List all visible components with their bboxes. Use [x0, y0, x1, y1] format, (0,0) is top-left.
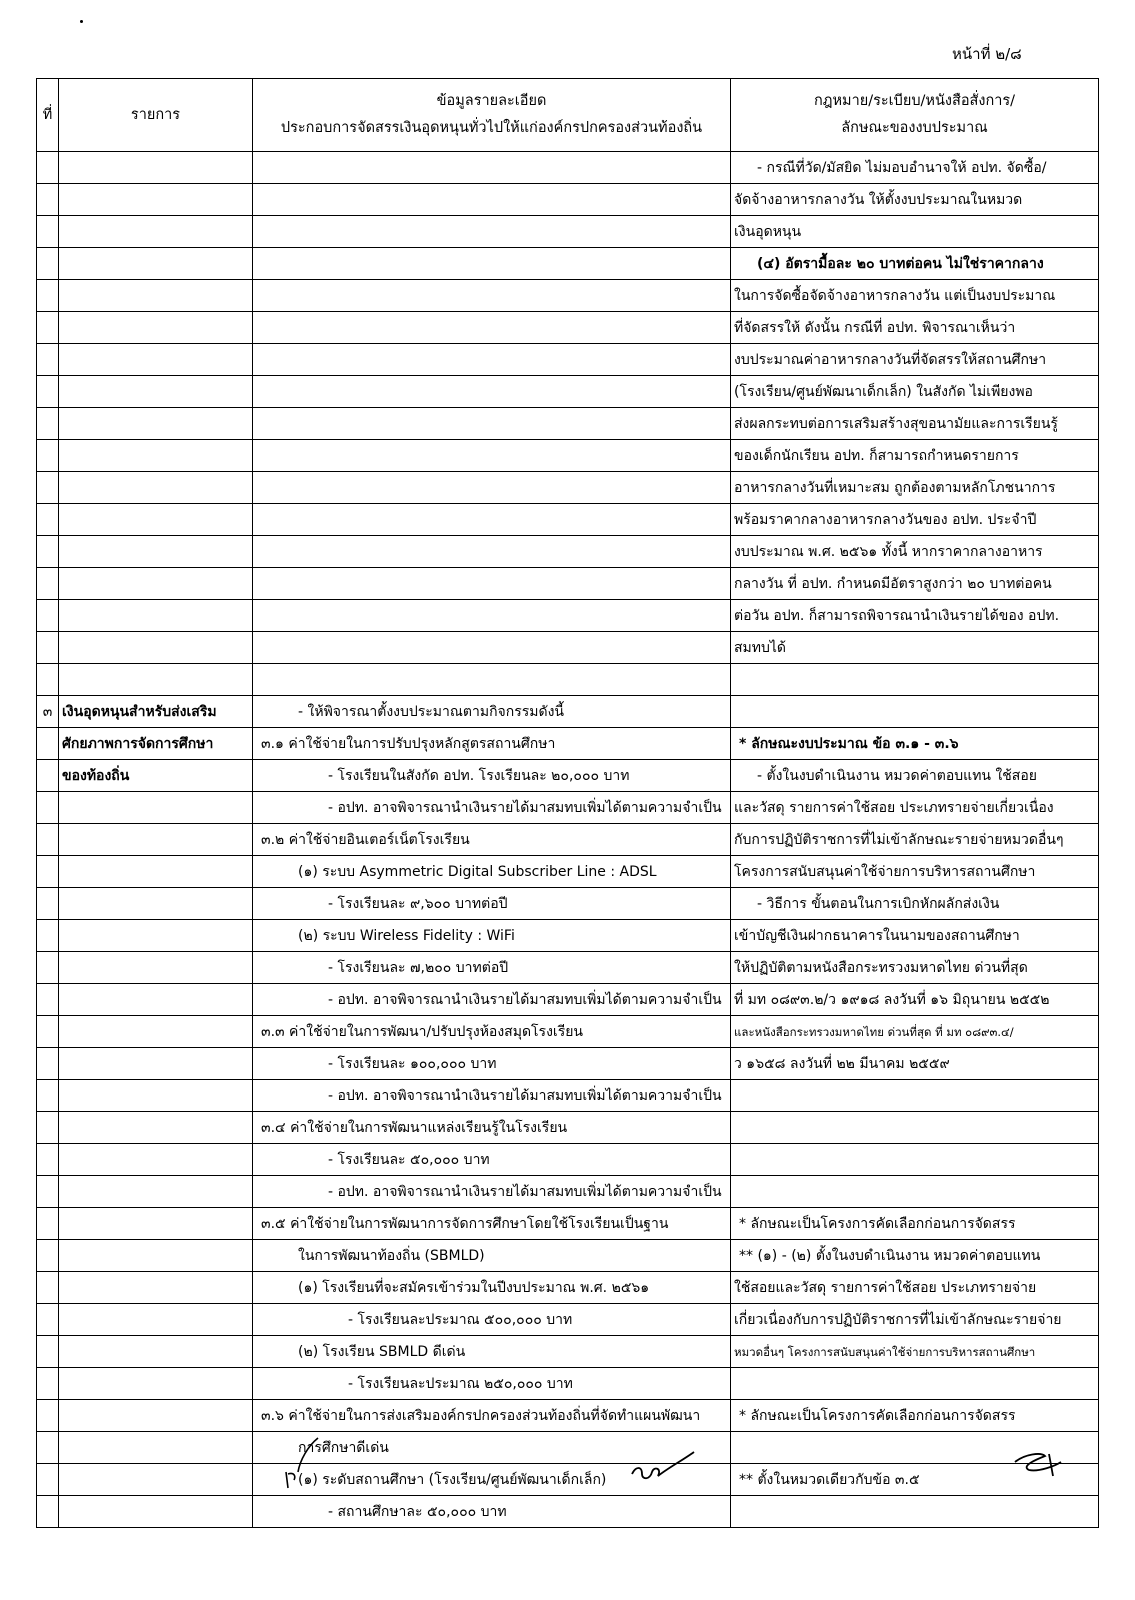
scan-speck — [80, 20, 83, 23]
table-row: งบประมาณ พ.ศ. ๒๕๖๑ ทั้งนี้ หากราคากลางอาหาร — [37, 536, 1099, 568]
table-row: กลางวัน ที่ อปท. กำหนดมีอัตราสูงกว่า ๒๐ บาทต่อคน — [37, 568, 1099, 600]
page-number: หน้าที่ ๒/๘ — [952, 45, 1022, 63]
table-row: งบประมาณค่าอาหารกลางวันที่จัดสรรให้สถานศึกษา — [37, 344, 1099, 376]
table-row: - กรณีที่วัด/มัสยิด ไม่มอบอำนาจให้ อปท. จัดซื้อ/ — [37, 152, 1099, 184]
table-row: ในการจัดซื้อจัดจ้างอาหารกลางวัน แต่เป็นงบประมาณ — [37, 280, 1099, 312]
table-row: ๓ เงินอุดหนุนสำหรับส่งเสริม - ให้พิจารณาตั้งงบประมาณตามกิจกรรมดังนี้ — [37, 696, 1099, 728]
header-law: กฎหมาย/ระเบียบ/หนังสือสั่งการ/ ลักษณะของงบประมาณ — [731, 79, 1099, 152]
table-row: - อปท. อาจพิจารณานำเงินรายได้มาสมทบเพิ่มได้ตามความจำเป็น และวัสดุ รายการค่าใช้สอย ประเภทรายจ่ายเกี่ยวเนื่อง — [37, 792, 1099, 824]
table-row: (๒) ระบบ Wireless Fidelity : WiFi เข้าบัญชีเงินฝากธนาคารในนามของสถานศึกษา — [37, 920, 1099, 952]
table-row: ที่จัดสรรให้ ดังนั้น กรณีที่ อปท. พิจารณาเห็นว่า — [37, 312, 1099, 344]
table-row: - อปท. อาจพิจารณานำเงินรายได้มาสมทบเพิ่มได้ตามความจำเป็น — [37, 1080, 1099, 1112]
table-row: จัดจ้างอาหารกลางวัน ให้ตั้งงบประมาณในหมวด — [37, 184, 1099, 216]
table-row: - อปท. อาจพิจารณานำเงินรายได้มาสมทบเพิ่มได้ตามความจำเป็น ที่ มท ๐๘๙๓.๒/ว ๑๙๑๘ ลงวันที่ ๑๖ มิถุนายน ๒๕๕๒ — [37, 984, 1099, 1016]
table-row — [37, 664, 1099, 696]
header-item: รายการ — [59, 79, 253, 152]
header-no: ที่ — [37, 79, 59, 152]
table-row: (๑) โรงเรียนที่จะสมัครเข้าร่วมในปีงบประมาณ พ.ศ. ๒๕๖๑ ใช้สอยและวัสดุ รายการค่าใช้สอย ประเภทรายจ่าย — [37, 1272, 1099, 1304]
table-row: ของท้องถิ่น - โรงเรียนในสังกัด อปท. โรงเรียนละ ๒๐,๐๐๐ บาท - ตั้งในงบดำเนินงาน หมวดค่าตอบแทน ใช้สอย — [37, 760, 1099, 792]
table-row: (๑) ระดับสถานศึกษา (โรงเรียน/ศูนย์พัฒนาเด็กเล็ก) ** ตั้งในหมวดเดียวกับข้อ ๓.๕ — [37, 1464, 1099, 1496]
table-row: - โรงเรียนละ ๕๐,๐๐๐ บาท — [37, 1144, 1099, 1176]
table-row: (๔) อัตรามื้อละ ๒๐ บาทต่อคน ไม่ใช่ราคากลาง — [37, 248, 1099, 280]
table-row: (๒) โรงเรียน SBMLD ดีเด่น หมวดอื่นๆ โครงการสนับสนุนค่าใช้จ่ายการบริหารสถานศึกษา — [37, 1336, 1099, 1368]
table-row: - โรงเรียนละ ๑๐๐,๐๐๐ บาท ว ๑๖๕๘ ลงวันที่ ๒๒ มีนาคม ๒๕๕๙ — [37, 1048, 1099, 1080]
table-row: สมทบได้ — [37, 632, 1099, 664]
table-row: - โรงเรียนละ ๗,๒๐๐ บาทต่อปี ให้ปฏิบัติตามหนังสือกระทรวงมหาดไทย ด่วนที่สุด — [37, 952, 1099, 984]
table-row: การศึกษาดีเด่น — [37, 1432, 1099, 1464]
table-row: อาหารกลางวันที่เหมาะสม ถูกต้องตามหลักโภชนาการ — [37, 472, 1099, 504]
table-row: ๓.๕ ค่าใช้จ่ายในการพัฒนาการจัดการศึกษาโดยใช้โรงเรียนเป็นฐาน * ลักษณะเป็นโครงการคัดเลือกก่อนการจัดสรร — [37, 1208, 1099, 1240]
table-row: พร้อมราคากลางอาหารกลางวันของ อปท. ประจำปี — [37, 504, 1099, 536]
table-row: - โรงเรียนละประมาณ ๕๐๐,๐๐๐ บาท เกี่ยวเนื่องกับการปฏิบัติราชการที่ไม่เข้าลักษณะรายจ่าย — [37, 1304, 1099, 1336]
table-row: ๓.๓ ค่าใช้จ่ายในการพัฒนา/ปรับปรุงห้องสมุดโรงเรียน และหนังสือกระทรวงมหาดไทย ด่วนที่สุด ที่ มท ๐๘๙๓.๔/ — [37, 1016, 1099, 1048]
table-row: - สถานศึกษาละ ๕๐,๐๐๐ บาท — [37, 1496, 1099, 1528]
signature-mark-middle — [628, 1448, 698, 1488]
table-row: เงินอุดหนุน — [37, 216, 1099, 248]
signature-mark-right — [1005, 1444, 1075, 1480]
table-row: (๑) ระบบ Asymmetric Digital Subscriber Line : ADSL โครงการสนับสนุนค่าใช้จ่ายการบริหารสถานศึกษา — [37, 856, 1099, 888]
table-row: ของเด็กนักเรียน อปท. ก็สามารถกำหนดรายการ — [37, 440, 1099, 472]
table-row: ต่อวัน อปท. ก็สามารถพิจารณานำเงินรายได้ของ อปท. — [37, 600, 1099, 632]
table-row: ศักยภาพการจัดการศึกษา ๓.๑ ค่าใช้จ่ายในการปรับปรุงหลักสูตรสถานศึกษา * ลักษณะงบประมาณ ข้อ ๓.๑ - ๓.๖ — [37, 728, 1099, 760]
table-row: - อปท. อาจพิจารณานำเงินรายได้มาสมทบเพิ่มได้ตามความจำเป็น — [37, 1176, 1099, 1208]
table-row: (โรงเรียน/ศูนย์พัฒนาเด็กเล็ก) ในสังกัด ไม่เพียงพอ — [37, 376, 1099, 408]
allocation-table — [36, 78, 1099, 1528]
header-detail: ข้อมูลรายละเอียด ประกอบการจัดสรรเงินอุดหนุนทั่วไปให้แก่องค์กรปกครองส่วนท้องถิ่น — [253, 79, 731, 152]
table-row: ๓.๔ ค่าใช้จ่ายในการพัฒนาแหล่งเรียนรู้ในโรงเรียน — [37, 1112, 1099, 1144]
table-row: - โรงเรียนละ ๙,๖๐๐ บาทต่อปี - วิธีการ ขั้นตอนในการเบิกหักผลักส่งเงิน — [37, 888, 1099, 920]
table-row: ๓.๖ ค่าใช้จ่ายในการส่งเสริมองค์กรปกครองส่วนท้องถิ่นที่จัดทำแผนพัฒนา * ลักษณะเป็นโครงการคัดเลือกก่อนการจัดสรร — [37, 1400, 1099, 1432]
table-row: ๓.๒ ค่าใช้จ่ายอินเตอร์เน็ตโรงเรียน กับการปฏิบัติราชการที่ไม่เข้าลักษณะรายจ่ายหมวดอื่นๆ — [37, 824, 1099, 856]
signature-mark-left — [280, 1432, 340, 1492]
table-header-row — [37, 79, 1099, 152]
table-row: ส่งผลกระทบต่อการเสริมสร้างสุขอนามัยและการเรียนรู้ — [37, 408, 1099, 440]
table-row: ในการพัฒนาท้องถิ่น (SBMLD) ** (๑) - (๒) ตั้งในงบดำเนินงาน หมวดค่าตอบแทน — [37, 1240, 1099, 1272]
table-row: - โรงเรียนละประมาณ ๒๕๐,๐๐๐ บาท — [37, 1368, 1099, 1400]
